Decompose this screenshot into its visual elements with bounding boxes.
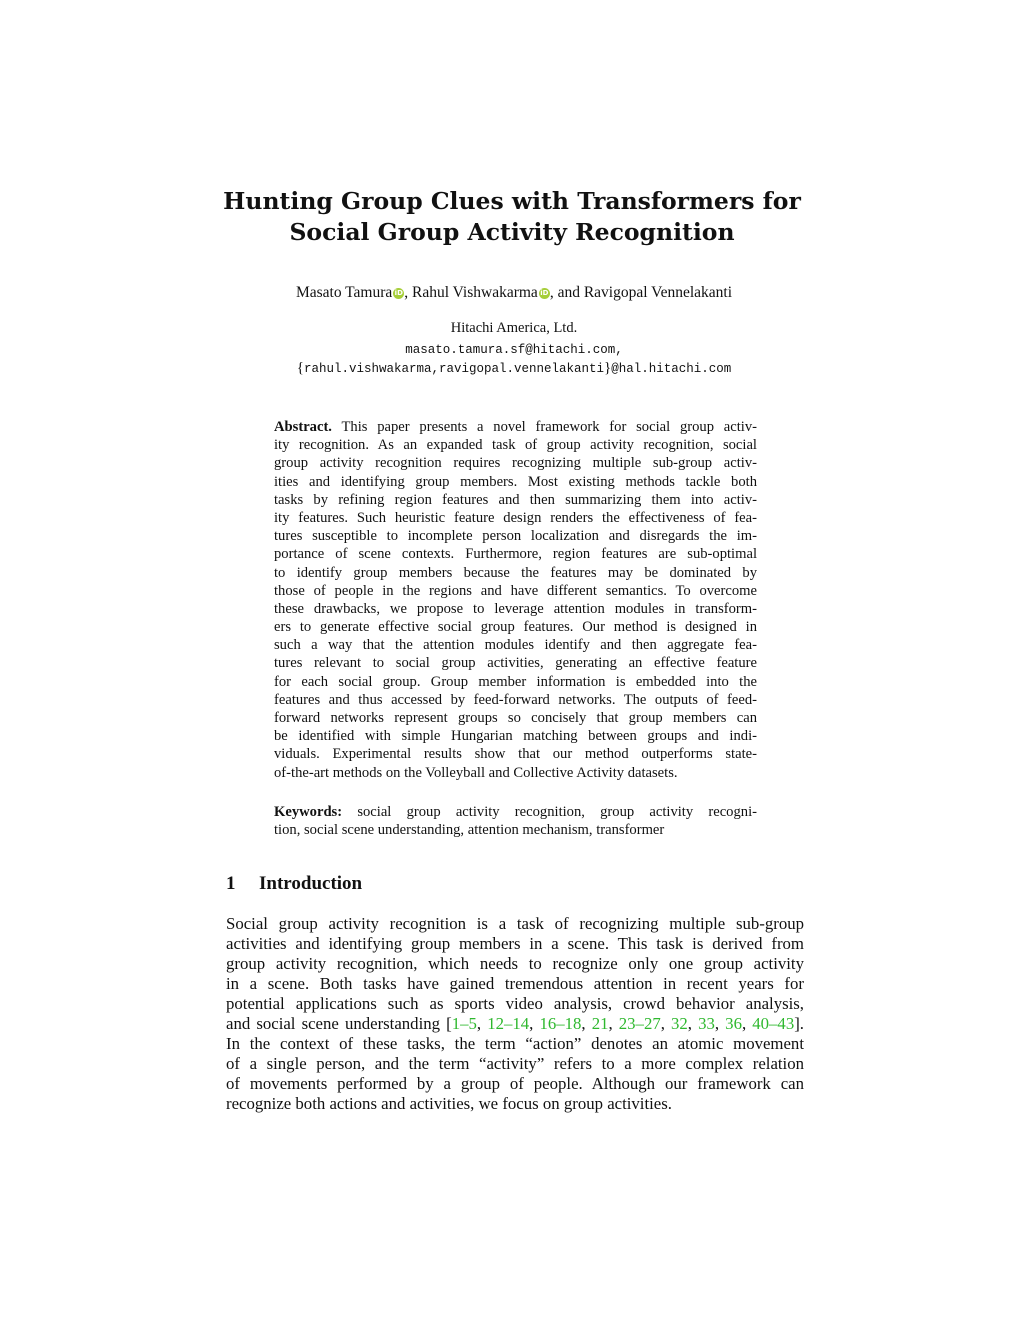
author-separator: , bbox=[404, 284, 413, 301]
affiliation: Hitachi America, Ltd. bbox=[450, 320, 578, 336]
abstract-line: viduals. Experimental results show that our method outperforms state- bbox=[274, 746, 757, 763]
citation-link[interactable]: 23–27 bbox=[618, 1014, 661, 1033]
abstract-line: these drawbacks, we propose to leverage attention modules in transform- bbox=[274, 600, 757, 617]
title-line-1: Hunting Group Clues with Transformers for bbox=[223, 187, 801, 215]
author-name: Masato Tamura bbox=[295, 284, 393, 301]
abstract-line: features and thus accessed by feed-forward networks. The outputs of feed- bbox=[274, 691, 757, 708]
body-line: of a single person, and the term “activity” refers to a more complex relation bbox=[226, 1054, 804, 1073]
email-address[interactable]: masato.tamura.sf@hitachi.com, bbox=[405, 343, 623, 357]
body-line: of movements performed by a group of people. Although our framework can bbox=[226, 1074, 804, 1093]
citation-link[interactable]: 33 bbox=[698, 1014, 715, 1033]
orcid-icon[interactable]: iD bbox=[394, 289, 403, 297]
citation-link[interactable]: 32 bbox=[671, 1014, 688, 1033]
body-line: in a scene. Both tasks have gained tremendous attention in recent years for bbox=[226, 974, 804, 993]
keywords-line: Keywords: social group activity recognition, group activity recogni- bbox=[274, 804, 757, 820]
abstract-line: Abstract. This paper presents a novel framework for social group activ- bbox=[274, 419, 757, 435]
abstract-line: such a way that the attention modules identify and then aggregate fea- bbox=[274, 637, 757, 654]
body-line: In the context of these tasks, the term “action” denotes an atomic movement bbox=[226, 1034, 804, 1053]
abstract-line: ity features. Such heuristic feature design renders the effectiveness of fea- bbox=[274, 509, 757, 526]
section-title: Introduction bbox=[259, 873, 363, 894]
paper-title bbox=[0, 186, 1024, 248]
abstract-line: ity recognition. As an expanded task of group activity recognition, social bbox=[274, 437, 757, 454]
email-brace-close: } bbox=[604, 360, 612, 376]
abstract-line: be identified with simple Hungarian matching between groups and indi- bbox=[274, 728, 757, 745]
abstract-label: Abstract. bbox=[274, 419, 332, 435]
keywords bbox=[274, 803, 757, 839]
abstract-line: to identify group members because the features may be dominated by bbox=[274, 564, 757, 581]
body-line: group activity recognition, which needs to recognize only one group activity bbox=[226, 954, 804, 973]
email-brace-open: { bbox=[296, 360, 304, 376]
abstract-line: tasks by refining region features and then summarizing them into activ- bbox=[274, 491, 757, 508]
abstract-line: for each social group. Group member information is embedded into the bbox=[274, 673, 757, 690]
citation-link[interactable]: 21 bbox=[591, 1014, 609, 1033]
citation-link[interactable]: 12–14 bbox=[487, 1014, 530, 1033]
orcid-icon[interactable]: iD bbox=[540, 289, 549, 297]
body-line: potential applications such as sports video analysis, crowd behavior analysis, bbox=[226, 994, 804, 1013]
author-list bbox=[0, 283, 1024, 303]
citation-link[interactable]: 1–5 bbox=[451, 1014, 477, 1033]
keywords-label: Keywords: bbox=[274, 804, 343, 820]
abstract-line: tures susceptible to incomplete person localization and disregards the im- bbox=[274, 528, 757, 545]
body-line-citations: and social scene understanding [1–5, 12–14, 16–18, 21, 23–27, 32, 33, 36, 40–43]. bbox=[226, 1014, 804, 1033]
abstract-line: portance of scene contexts. Furthermore, region features are sub-optimal bbox=[274, 546, 757, 563]
email-domain[interactable]: @hal.hitachi.com bbox=[611, 362, 732, 376]
abstract-line: forward networks represent groups so concisely that group members can bbox=[274, 710, 757, 726]
citation-link[interactable]: 16–18 bbox=[539, 1014, 582, 1033]
author-name: Rahul Vishwakarma bbox=[412, 284, 538, 301]
body-text bbox=[226, 914, 804, 1114]
abstract-line: tures relevant to social group activities, generating an effective feature bbox=[274, 655, 757, 672]
abstract-line: ities and identifying group members. Most existing methods tackle both bbox=[274, 473, 757, 490]
section-heading bbox=[226, 872, 362, 896]
abstract bbox=[274, 418, 757, 782]
email-address-names[interactable]: rahul.vishwakarma,ravigopal.vennelakanti bbox=[303, 362, 605, 376]
abstract-line: ers to generate effective social group features. Our method is designed in bbox=[274, 619, 757, 636]
body-line: Social group activity recognition is a task of recognizing multiple sub-group bbox=[226, 914, 804, 933]
keywords-line: tion, social scene understanding, attention mechanism, transformer bbox=[274, 822, 665, 839]
abstract-line: of-the-art methods on the Volleyball and Collective Activity datasets. bbox=[274, 764, 678, 781]
citation-link[interactable]: 40–43 bbox=[752, 1014, 795, 1033]
author-separator: , and bbox=[549, 284, 584, 301]
title-line-2: Social Group Activity Recognition bbox=[289, 218, 735, 246]
body-line: activities and identifying group members in a scene. This task is derived from bbox=[226, 934, 804, 953]
section-number: 1 bbox=[226, 873, 236, 894]
author-name: Ravigopal Vennelakanti bbox=[583, 284, 733, 301]
abstract-line: those of people in the regions and have different semantics. To overcome bbox=[274, 582, 757, 599]
abstract-line: group activity recognition requires recognizing multiple sub-group activ- bbox=[274, 455, 757, 472]
citation-link[interactable]: 36 bbox=[725, 1014, 742, 1033]
body-line: recognize both actions and activities, we focus on group activities. bbox=[226, 1094, 672, 1113]
author-emails bbox=[0, 338, 1024, 376]
